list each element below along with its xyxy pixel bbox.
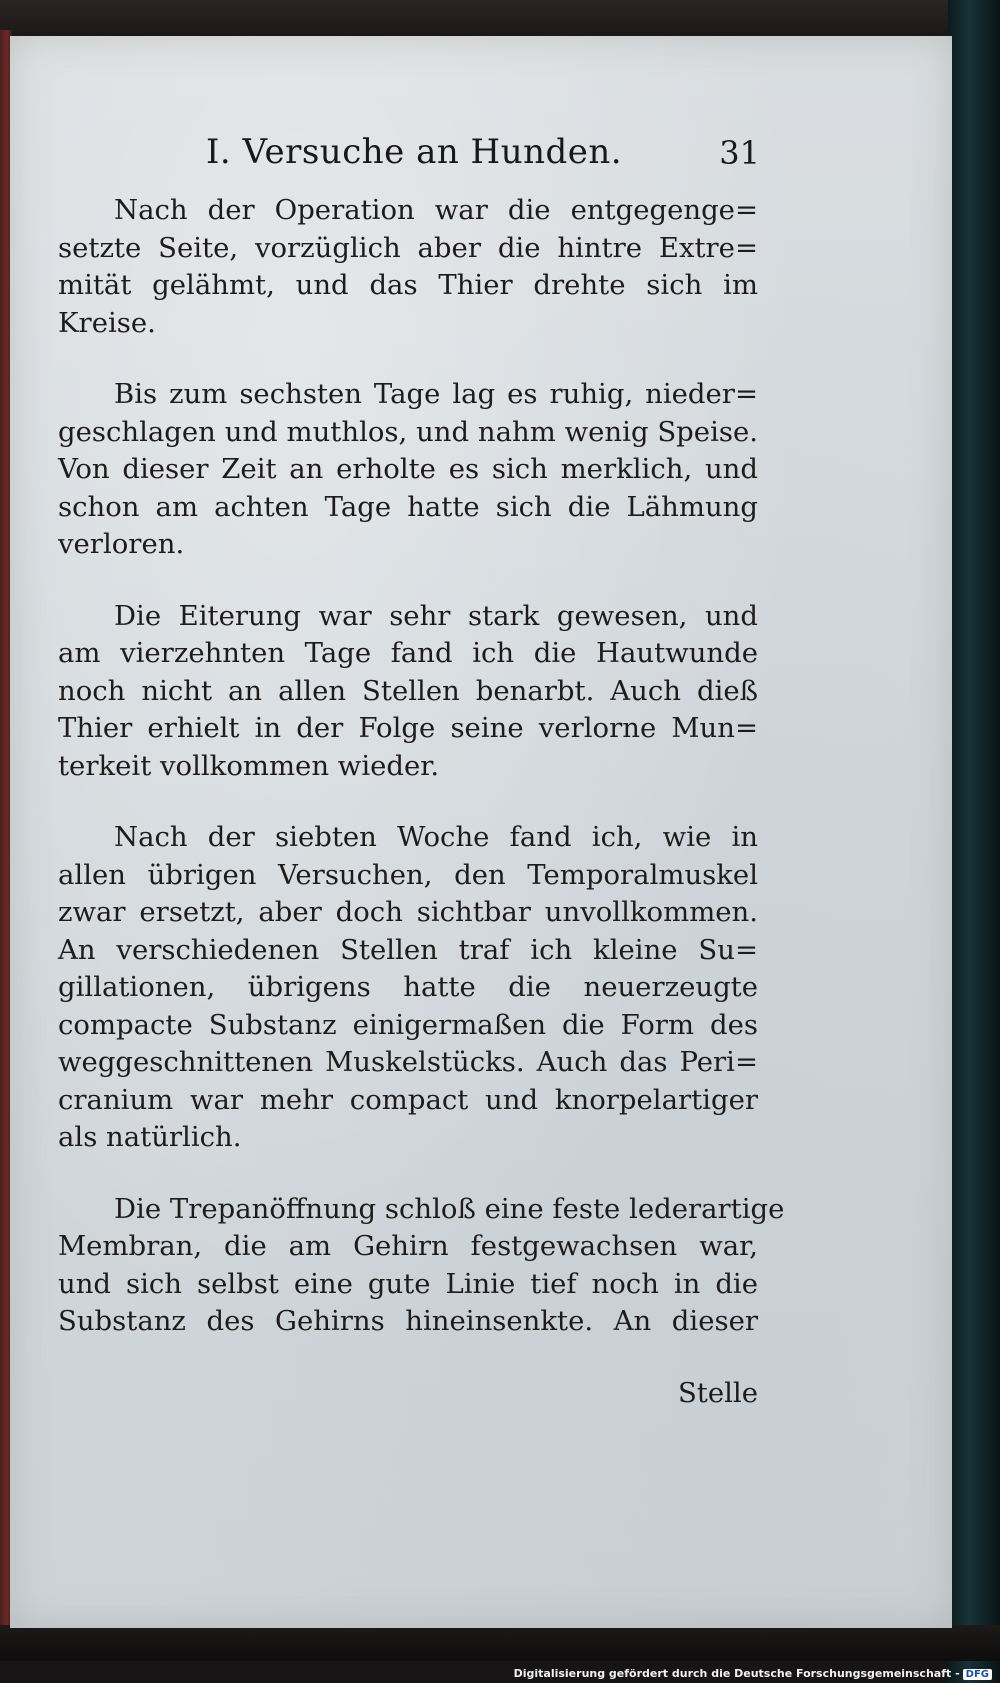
text-line: am vierzehnten Tage fand ich die Hautwunde [58, 637, 758, 669]
text-line: Nach der siebten Woche fand ich, wie in [114, 821, 758, 853]
scan-border-bottom [0, 1625, 1000, 1661]
paragraph [58, 376, 758, 564]
text-line: noch nicht an allen Stellen benarbt. Auch dieß [58, 674, 758, 707]
paragraph [58, 819, 758, 1157]
digitization-credit [514, 1667, 992, 1680]
text-line: geschlagen und muthlos, und nahm wenig Speise. [58, 415, 758, 448]
text-line: Thier erhielt in der Folge seine verlorne Mun= [58, 712, 758, 744]
running-head-title: I. Versuche an Hunden. [206, 132, 623, 172]
text-line: gillationen, übrigens hatte die neuerzeugte [58, 971, 758, 1003]
text-line: und sich selbst eine gute Linie tief noch in die [58, 1267, 758, 1300]
text-line: weggeschnittenen Muskelstücks. Auch das Peri= [58, 1046, 758, 1078]
text-line: Substanz des Gehirns hineinsenkte. An dieser [58, 1305, 758, 1337]
text-line: cranium war mehr compact und knorpelartiger [58, 1083, 758, 1116]
page-text-block [58, 132, 785, 1412]
body-text [58, 192, 785, 1341]
text-line: An verschiedenen Stellen traf ich kleine Su= [58, 933, 758, 966]
text-line: als natürlich. [58, 1121, 242, 1153]
digitization-credit-text: Digitalisierung gefördert durch die Deutsche Forschungsgemeinschaft - [513, 1667, 960, 1680]
scan-border-top [0, 0, 1000, 40]
text-line: mität gelähmt, und das Thier drehte sich im [58, 269, 758, 301]
paragraph [58, 598, 758, 786]
text-line: Die Eiterung war sehr stark gewesen, und [114, 599, 758, 632]
text-line: terkeit vollkommen wieder. [58, 749, 440, 782]
page-number: 31 [719, 134, 760, 172]
book-page [10, 36, 952, 1628]
paragraph [58, 192, 758, 342]
catchword: Stelle [677, 1376, 758, 1409]
text-line: allen übrigen Versuchen, den Temporalmuskel [58, 858, 758, 891]
running-head [58, 132, 758, 192]
scan-border-right [948, 0, 1000, 1683]
text-line: Kreise. [58, 306, 156, 339]
text-line: schon am achten Tage hatte sich die Lähmung [58, 490, 758, 523]
text-line: Nach der Operation war die entgegenge= [114, 194, 758, 226]
paragraph [58, 1191, 785, 1341]
dfg-logo: DFG [963, 1669, 992, 1680]
text-line: setzte Seite, vorzüglich aber die hintre Extre= [58, 231, 758, 264]
text-line: verloren. [58, 528, 185, 560]
text-line: Bis zum sechsten Tage lag es ruhig, nieder= [114, 378, 758, 410]
text-line: Die Trepanöffnung schloß eine feste lederartige [114, 1192, 785, 1225]
text-line: zwar ersetzt, aber doch sichtbar unvollkommen. [58, 896, 758, 928]
text-line: compacte Substanz einigermaßen die Form des [58, 1008, 758, 1041]
text-line: Membran, die am Gehirn festgewachsen war, [58, 1230, 758, 1262]
text-line: Von dieser Zeit an erholte es sich merklich, und [58, 453, 758, 485]
